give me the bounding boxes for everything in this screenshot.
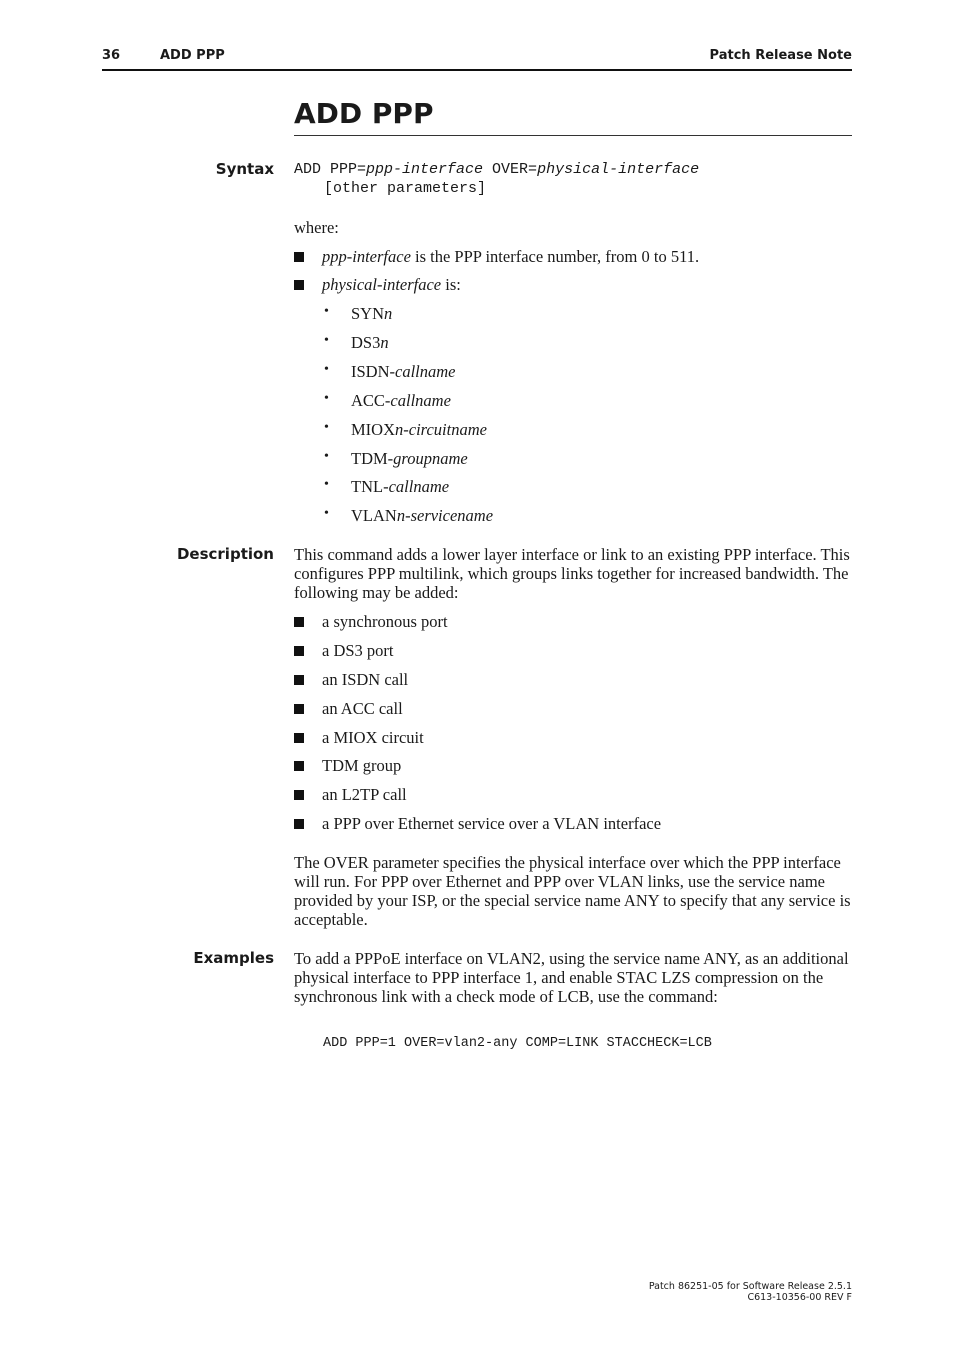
page-title — [294, 94, 852, 136]
round-bullet-icon: • — [324, 333, 329, 348]
list-item: a MIOX circuit — [322, 728, 424, 747]
footer-doc-id: C613-10356-00 REV F — [747, 1292, 852, 1303]
interface-item: ACC-callname — [351, 391, 451, 410]
square-bullet-icon — [294, 790, 304, 800]
examples-paragraph: To add a PPPoE interface on VLAN2, using the service name ANY, as an additional physical interface to PPP interface 1, and enable STAC LZS compression on the synchronous link with a check mode of LCB, use the command: — [294, 949, 849, 1006]
round-bullet-icon: • — [324, 449, 329, 464]
list-item: an ACC call — [322, 699, 403, 718]
square-bullet-icon — [294, 761, 304, 771]
square-bullet-icon — [294, 252, 304, 262]
page-number: 36 — [102, 48, 121, 63]
list-item: an L2TP call — [322, 785, 407, 804]
header-section-title: ADD PPP — [160, 48, 225, 63]
round-bullet-icon: • — [324, 391, 329, 406]
round-bullet-icon: • — [324, 304, 329, 319]
example-command: ADD PPP=1 OVER=vlan2-any COMP=LINK STACCHECK=LCB — [323, 1036, 712, 1051]
list-item: an ISDN call — [322, 670, 409, 689]
square-bullet-icon — [294, 675, 304, 685]
list-item: TDM group — [322, 756, 402, 775]
interface-item: MIOXn-circuitname — [351, 420, 487, 439]
over-parameter-paragraph: The OVER parameter specifies the physical interface over which the PPP interface will run. For PPP over Ethernet and PPP over VLAN links, use the service name provided by your ISP, or the special service name ANY to specify that any service is acceptable. — [294, 853, 851, 929]
header-document-title: Patch Release Note — [709, 48, 852, 63]
square-bullet-icon — [294, 617, 304, 627]
square-bullet-icon — [294, 646, 304, 656]
square-bullet-icon — [294, 819, 304, 829]
interface-item: DS3n — [351, 333, 389, 352]
running-header — [102, 47, 852, 71]
list-item: a synchronous port — [322, 612, 448, 631]
where-text: where: — [294, 218, 339, 237]
examples-label: Examples — [193, 949, 274, 967]
syntax-line-2: [other parameters] — [324, 180, 487, 197]
page-footer — [649, 1281, 852, 1303]
interface-item: TDM-groupname — [351, 449, 468, 468]
interface-item: TNL-callname — [351, 477, 450, 496]
round-bullet-icon: • — [324, 420, 329, 435]
description-label: Description — [176, 545, 274, 563]
interface-item: ISDN-callname — [351, 362, 456, 381]
interface-item: VLANn-servicename — [351, 506, 494, 525]
round-bullet-icon: • — [324, 362, 329, 377]
round-bullet-icon: • — [324, 506, 329, 521]
footer-patch-line: Patch 86251-05 for Software Release 2.5.1 — [648, 1281, 852, 1292]
syntax-label: Syntax — [215, 160, 274, 178]
description-paragraph: This command adds a lower layer interface or link to an existing PPP interface. This configures PPP multilink, which groups links together for increased bandwidth. The following may be added: — [294, 545, 850, 602]
interface-item: SYNn — [351, 304, 393, 323]
square-bullet-icon — [294, 733, 304, 743]
list-item: a PPP over Ethernet service over a VLAN interface — [322, 814, 662, 833]
square-bullet-icon — [294, 280, 304, 290]
page-title-text: ADD PPP — [294, 97, 434, 130]
list-item: a DS3 port — [322, 641, 394, 660]
syntax-line-1: ADD PPP=ppp-interface OVER=physical-interface — [294, 161, 700, 178]
square-bullet-icon — [294, 704, 304, 714]
round-bullet-icon: • — [324, 477, 329, 492]
